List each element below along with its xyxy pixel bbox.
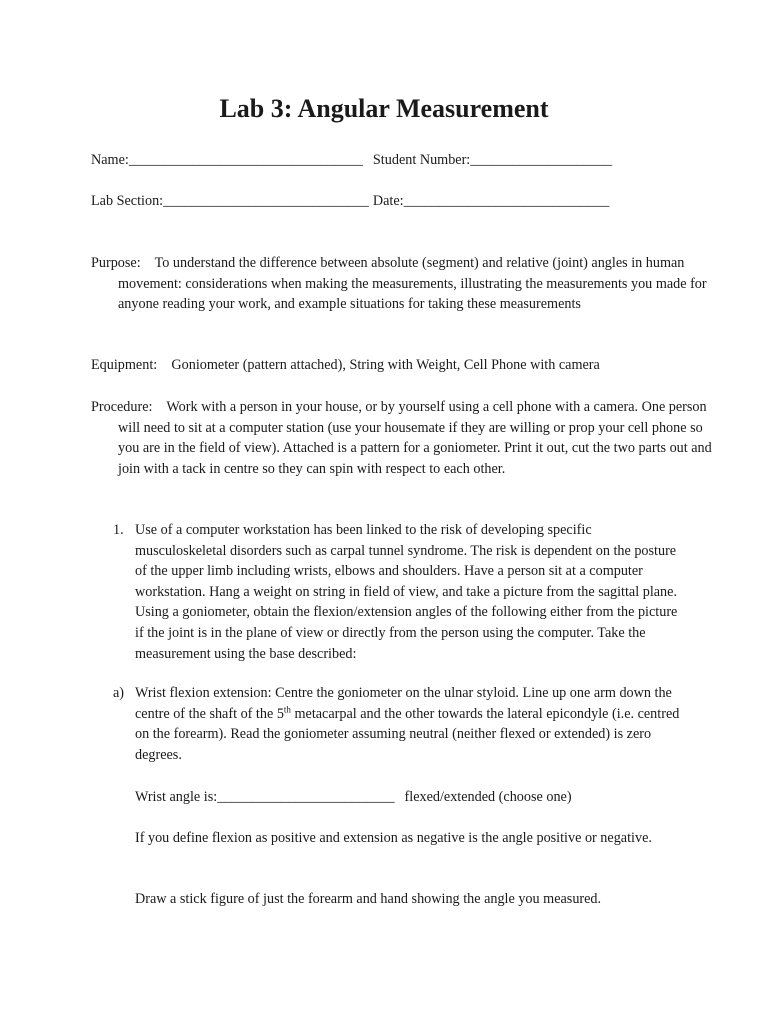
item-1-marker: 1. [113, 522, 124, 538]
numbered-item-1 [113, 520, 686, 664]
student-number-label: Student Number: [372, 152, 471, 168]
document-title: Lab 3: Angular Measurement [219, 94, 549, 123]
equipment-label: Equipment: [91, 357, 158, 373]
lettered-item-a [113, 683, 686, 765]
date-label: Date: [372, 193, 404, 209]
sign-question: If you define flexion as positive and extension as negative is the angle positive or negative. [135, 830, 652, 846]
student-number-blank: ____________________ [470, 152, 613, 168]
lab-section-blank: _____________________________ [163, 193, 369, 209]
equipment-paragraph [91, 355, 686, 376]
draw-instruction: Draw a stick figure of just the forearm and hand showing the angle you measured. [135, 891, 602, 907]
purpose-paragraph [91, 253, 713, 315]
wrist-angle-label: Wrist angle is: [135, 789, 218, 805]
item-1-text: Use of a computer workstation has been linked to the risk of developing specific musculoskeletal disorders such as carpal tunnel syndrome. The risk is dependent on the posture of the upper limb including wrists, elbows and shoulders. Have a person sit at a computer workstation. Hang a weight on string in field of view, and take a picture from the sagittal plane. Using a goniometer, obtain the flexion/extension angles of the following either from the picture if the joint is in the plane of view or directly from the person using the computer. Take the measurement using the base described: [135, 522, 678, 662]
item-a-text: Wrist flexion extension: Centre the goniometer on the ulnar styloid. Line up one arm down the centre of the shaft of the 5th metacarpal and the other towards the lateral epicondyle (i.e. centred on the forearm). Read the goniometer assuming neutral (neither flexed or extended) is zero degrees. [135, 685, 680, 763]
name-row [91, 150, 612, 170]
wrist-angle-row [135, 787, 695, 808]
name-label: Name: [91, 152, 129, 168]
superscript-th: th [283, 703, 291, 714]
wrist-angle-choice: flexed/extended (choose one) [404, 789, 572, 805]
lab-section-label: Lab Section: [91, 193, 164, 209]
procedure-paragraph [91, 397, 713, 479]
wrist-angle-blank: _________________________ [217, 789, 395, 805]
purpose-label: Purpose: [91, 255, 141, 271]
purpose-text: To understand the difference between absolute (segment) and relative (joint) angles in human movement: considerations when making the measurements, illustrating the measurements you made for anyone reading your work, and example situations for taking these measurements [118, 255, 707, 313]
name-blank: _________________________________ [128, 152, 363, 168]
procedure-label: Procedure: [91, 399, 153, 415]
date-blank: _____________________________ [403, 193, 610, 209]
lab-section-row [91, 191, 609, 211]
equipment-text: Goniometer (pattern attached), String with Weight, Cell Phone with camera [171, 357, 600, 373]
item-a-marker: a) [113, 685, 125, 701]
procedure-text: Work with a person in your house, or by yourself using a cell phone with a camera. One person will need to sit at a computer station (use your housemate if they are willing or prop your cell phone so you are in the field of view). Attached is a pattern for a goniometer. Print it out, cut the two parts out and join with a tack in centre so they can spin with respect to each other. [118, 399, 712, 477]
